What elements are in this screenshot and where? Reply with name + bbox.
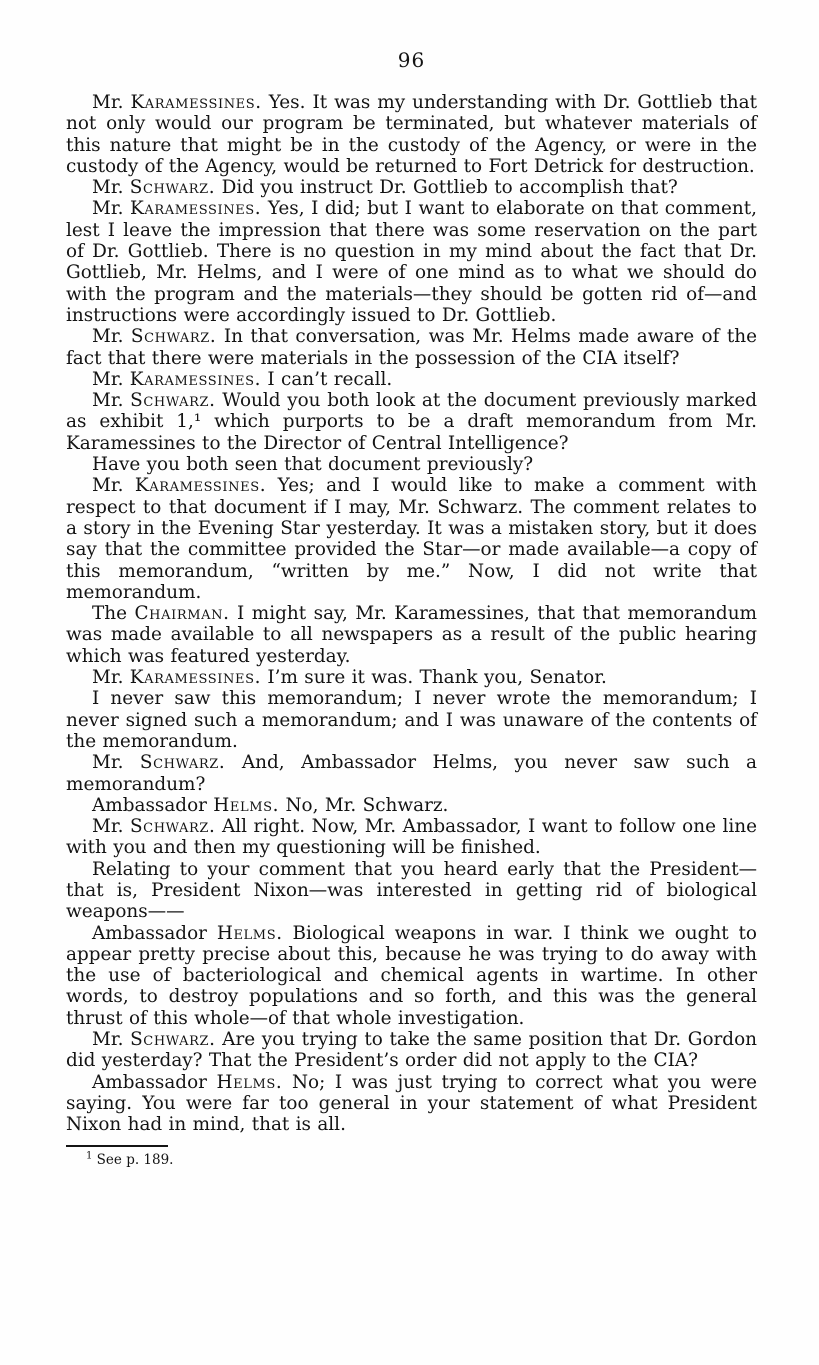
paragraph-text: I might say, Mr. Karamessines, that that memorandum was made available to all newspapers as a result of the public hearing which was featured yesterday. bbox=[66, 603, 757, 667]
speaker-name: Chairman. bbox=[134, 603, 230, 625]
paragraph-text: Yes, I did; but I want to elaborate on that comment, lest I leave the impression that there was some reservation on the part of Dr. Gottlieb. There is no question in my mind about the fact that Dr. Gottlieb, Mr. Helms, and I were of one mind as to what we should do with the program and the materials—they should be gotten rid of—and instructions were accordingly issued to Dr. Gottlieb. bbox=[66, 198, 757, 326]
transcript-paragraph bbox=[66, 390, 757, 454]
footnote-text: See p. 189. bbox=[96, 1151, 174, 1168]
transcript-paragraph bbox=[66, 603, 757, 667]
speaker-label bbox=[92, 667, 261, 688]
transcript-paragraph bbox=[66, 859, 757, 923]
speaker-prefix: Mr. bbox=[92, 92, 131, 113]
speaker-name: Helms. bbox=[213, 794, 280, 816]
speaker-prefix: Mr. bbox=[92, 1029, 131, 1051]
paragraph-text: Yes; and I would like to make a comment with respect to that document if I may, Mr. Schwarz. The comment relates to a story in the Evening Star yesterday. It was a mistaken story, but it does say that the committee provided the Star—or made available—a copy of this memorandum, “written by me.” Now, I did not write that memorandum. bbox=[66, 475, 757, 603]
speaker-prefix: Mr. bbox=[92, 816, 130, 838]
speaker-prefix: Mr. bbox=[92, 475, 135, 497]
paragraph-text: Are you trying to take the same position that Dr. Gordon did yesterday? That the President’s order did not apply to the CIA? bbox=[66, 1029, 757, 1072]
paragraph-text: Have you both seen that document previously? bbox=[92, 454, 534, 476]
paragraph-text: Did you instruct Dr. Gottlieb to accomplish that? bbox=[221, 177, 678, 199]
speaker-label bbox=[92, 1072, 282, 1093]
paragraph-text: Yes. It was my understanding with Dr. Gottlieb that not only would our program be terminated, but whatever materials of this nature that might be in the custody of the Agency, or were in the custody of the Agency, would be returned to Fort Detrick for destruction. bbox=[66, 92, 757, 177]
footnote-divider bbox=[66, 1145, 168, 1147]
speaker-label bbox=[92, 603, 230, 624]
speaker-name: Schwarz. bbox=[130, 326, 217, 348]
footnote bbox=[66, 1152, 757, 1169]
speaker-label bbox=[92, 752, 225, 773]
speaker-prefix: Mr. bbox=[92, 667, 130, 689]
speaker-label bbox=[92, 198, 261, 219]
paragraph-text: I can’t recall. bbox=[267, 368, 393, 390]
speaker-label bbox=[92, 390, 216, 411]
transcript-body bbox=[66, 92, 757, 1136]
speaker-label bbox=[92, 816, 215, 837]
transcript-paragraph bbox=[66, 667, 757, 688]
paragraph-text: Would you both look at the document previously marked as exhibit 1,¹ which purports to be a draft memorandum from Mr. Karamessines to the Director of Central Intelligence? bbox=[66, 390, 757, 454]
transcript-paragraph bbox=[66, 326, 757, 369]
speaker-prefix: Ambassador bbox=[92, 794, 214, 816]
transcript-paragraph bbox=[66, 795, 757, 816]
speaker-prefix: Mr. bbox=[92, 390, 131, 412]
speaker-name: Schwarz. bbox=[129, 177, 216, 199]
paragraph-text: No, Mr. Schwarz. bbox=[285, 794, 449, 816]
paragraph-text: Relating to your comment that you heard early that the President—that is, President Nixon—was interested in getting rid of biological weapons—— bbox=[66, 858, 757, 923]
speaker-name: Schwarz. bbox=[130, 1029, 216, 1051]
speaker-prefix: Mr. bbox=[92, 368, 130, 390]
speaker-name: Karamessines. bbox=[129, 667, 262, 689]
speaker-prefix: Mr. bbox=[92, 752, 140, 774]
transcript-paragraph bbox=[66, 816, 757, 859]
speaker-prefix: Ambassador bbox=[92, 922, 217, 944]
speaker-label bbox=[92, 326, 216, 347]
speaker-prefix: Mr. bbox=[92, 177, 130, 199]
transcript-paragraph bbox=[66, 1072, 757, 1136]
paragraph-text: All right. Now, Mr. Ambassador, I want to follow one line with you and then my questioning will be finished. bbox=[66, 816, 757, 859]
speaker-name: Schwarz. bbox=[130, 390, 216, 412]
speaker-prefix: Mr. bbox=[92, 198, 131, 220]
speaker-name: Karamessines. bbox=[130, 198, 262, 220]
paragraph-text: I’m sure it was. Thank you, Senator. bbox=[267, 667, 607, 689]
paragraph-text: And, Ambassador Helms, you never saw such a memorandum? bbox=[66, 752, 757, 795]
transcript-paragraph bbox=[66, 454, 757, 475]
speaker-name: Helms. bbox=[216, 922, 283, 944]
speaker-name: Helms. bbox=[216, 1071, 283, 1093]
speaker-name: Karamessines. bbox=[134, 475, 267, 497]
paragraph-text: In that conversation, was Mr. Helms made aware of the fact that there were materials in the possession of the CIA itself? bbox=[66, 326, 757, 369]
transcript-paragraph bbox=[66, 1029, 757, 1072]
speaker-prefix: Ambassador bbox=[92, 1071, 217, 1093]
transcript-paragraph bbox=[66, 198, 757, 326]
footnote-marker: 1 bbox=[86, 1150, 93, 1162]
transcript-paragraph bbox=[66, 923, 757, 1029]
speaker-prefix: Mr. bbox=[92, 326, 131, 348]
speaker-prefix: The bbox=[92, 603, 135, 625]
speaker-label bbox=[92, 177, 215, 198]
paragraph-text: No; I was just trying to correct what you were saying. You were far too general in your statement of what President Nixon had in mind, that is all. bbox=[66, 1071, 757, 1136]
transcript-paragraph bbox=[66, 688, 757, 752]
speaker-label bbox=[92, 1029, 216, 1050]
transcript-paragraph bbox=[66, 475, 757, 603]
speaker-label bbox=[92, 795, 279, 816]
speaker-label bbox=[92, 475, 266, 496]
transcript-paragraph bbox=[66, 92, 757, 177]
speaker-name: Schwarz. bbox=[139, 752, 226, 774]
transcript-paragraph bbox=[66, 752, 757, 795]
transcript-paragraph bbox=[66, 369, 757, 390]
speaker-label bbox=[92, 92, 262, 113]
paragraph-text: I never saw this memorandum; I never wrote the memorandum; I never signed such a memorandum; and I was unaware of the contents of the memorandum. bbox=[66, 688, 757, 752]
speaker-name: Schwarz. bbox=[129, 816, 216, 838]
speaker-name: Karamessines. bbox=[130, 92, 262, 113]
speaker-name: Karamessines. bbox=[129, 368, 262, 390]
speaker-label bbox=[92, 923, 283, 944]
page-number: 96 bbox=[397, 48, 426, 72]
speaker-label bbox=[92, 369, 261, 390]
paragraph-text: Biological weapons in war. I think we ought to appear pretty precise about this, because he was trying to do away with the use of bacteriological and chemical agents in wartime. In other words, to destroy populations and so forth, and this was the general thrust of this whole—of that whole investigation. bbox=[66, 922, 757, 1029]
transcript-paragraph bbox=[66, 177, 757, 198]
